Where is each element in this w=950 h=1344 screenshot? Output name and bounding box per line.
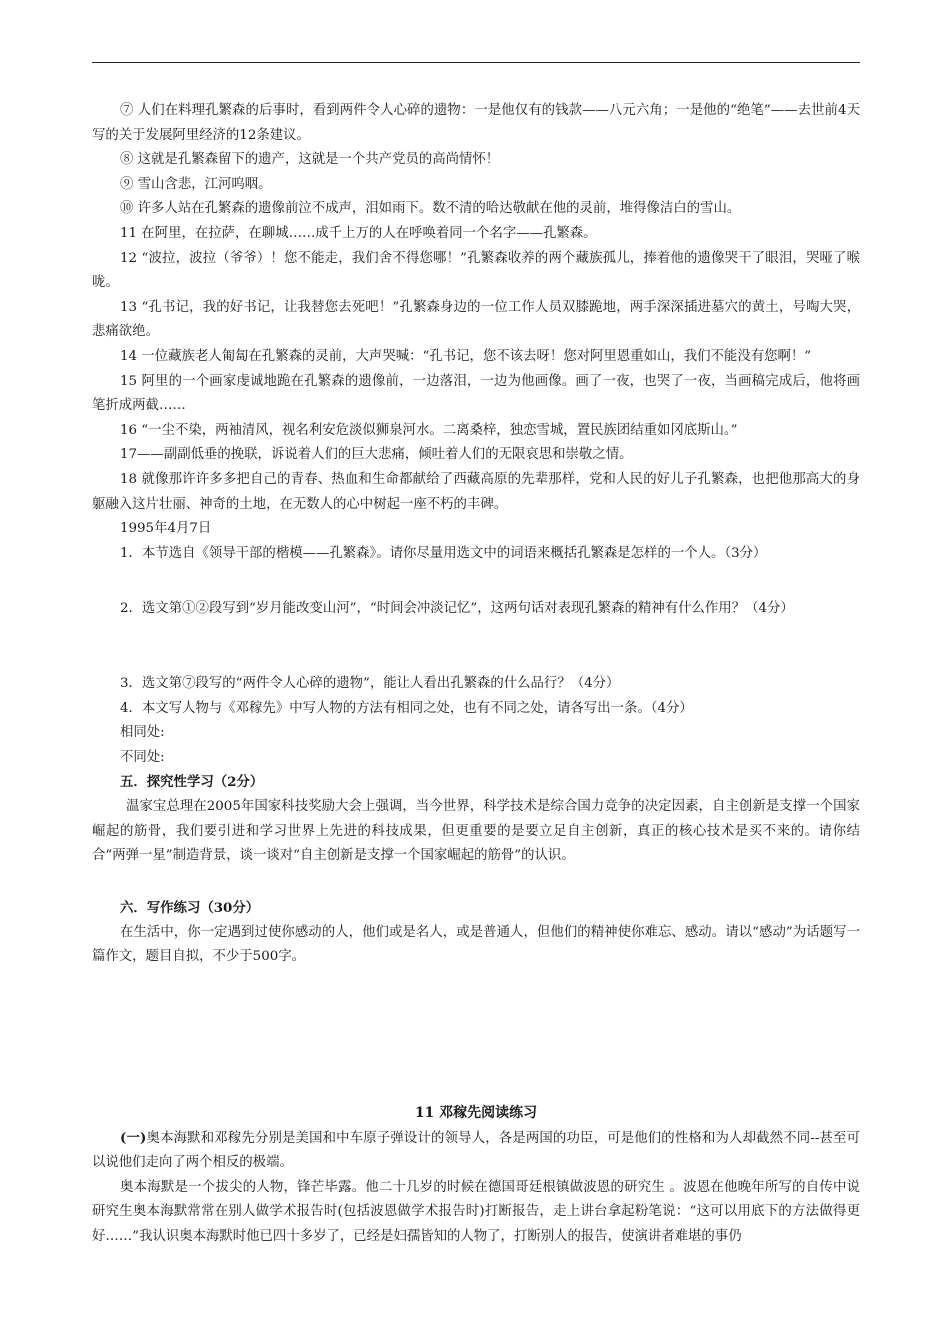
paragraph-15: 15 阿里的一个画家虔诚地跪在孔繁森的遗像前，一边落泪，一边为他画像。画了一夜，也哭了一夜，当画稿完成后，他将画笔折成两截…… — [92, 373, 860, 414]
question-3: 3．选文第⑦段写的“两件令人心碎的遗物”，能让人看出孔繁森的什么品行？（4分） — [120, 676, 620, 691]
lesson-11-paragraph-1-text: 奥本海默和邓稼先分别是美国和中车原子弹设计的领导人，各是两国的功臣，可是他们的性格和为人却截然不同--甚至可以说他们走向了两个相反的极端。 — [92, 1130, 860, 1171]
paragraph-10: ⑩ 许多人站在孔繁森的遗像前泣不成声，泪如雨下。数不清的哈达敬献在他的灵前，堆得像洁白的雪山。 — [120, 201, 741, 217]
paragraph-17: 17——副副低垂的挽联，诉说着人们的巨大悲痛，倾吐着人们的无限哀思和崇敬之情。 — [120, 447, 633, 463]
paragraph-18: 18 就像那许许多多把自己的青春、热血和生命都献给了西藏高原的先辈那样，党和人民的好儿子孔繁森，也把他那高大的身躯融入这片壮丽、神奇的土地，在无数人的心中树起一座不朽的丰碑。 — [92, 471, 860, 512]
header-rule — [92, 62, 860, 63]
answer-diff-label: 不同处: — [120, 749, 165, 765]
questions-3-4-block — [92, 672, 860, 869]
question-2-block — [92, 597, 860, 622]
lesson-11-paragraph-1 — [92, 1126, 860, 1176]
passage-continuation — [92, 99, 860, 566]
paragraph-8: ⑧ 这就是孔繁森留下的遗产，这就是一个共产党员的高尚情怀！ — [120, 152, 500, 168]
paragraph-11: 11 在阿里，在拉萨，在聊城……成千上万的人在呼唤着同一个名字——孔繁森。 — [120, 225, 597, 241]
paragraph-12: 12 “波拉，波拉（爷爷）！您不能走，我们舍不得您哪！”孔繁森收养的两个藏族孤儿，捧着他的遗像哭干了眼泪，哭哑了喉咙。 — [92, 250, 860, 291]
lesson-11-title: 11 邓稼先阅读练习 — [414, 1105, 538, 1121]
answer-same-label: 相同处: — [120, 725, 165, 741]
part-one-label: (一) — [120, 1129, 147, 1146]
paragraph-7: ⑦ 人们在料理孔繁森的后事时，看到两件令人心碎的遗物：一是他仅有的钱款——八元六角；一是他的“绝笔”——去世前4天写的关于发展阿里经济的12条建议。 — [92, 103, 860, 143]
paragraph-9: ⑨ 雪山含悲，江河呜咽。 — [120, 176, 272, 192]
section-5-heading: 五．探究性学习（2分） — [120, 774, 264, 791]
question-4: 4．本文写人物与《邓稼先》中写人物的方法有相同之处，也有不同之处，请各写出一条。（4分） — [120, 700, 693, 716]
paragraph-16: 16 “一尘不染，两袖清风，视名利安危淡似狮泉河水。二离桑梓，独恋雪城，置民族团结重如冈底斯山。” — [120, 422, 738, 438]
paragraph-14: 14 一位藏族老人匍匐在孔繁森的灵前，大声哭喊：“孔书记，您不该去呀！您对阿里恩重如山，我们不能没有您啊！” — [120, 348, 812, 364]
question-2: 2．选文第①②段写到“岁月能改变山河”，“时间会冲淡记忆”，这两句话对表现孔繁森的精神有什么作用？（4分） — [120, 601, 794, 616]
date-line: 1995年4月7日 — [120, 521, 212, 537]
lesson-11-paragraph-2: 奥本海默是一个拔尖的人物，锋芒毕露。他二十几岁的时候在德国哥廷根镇做波恩的研究生 。波恩在他晚年所写的自传中说研究生奥本海默常常在别人做学术报告时(包括波恩做学术报告时)打断报告，走上讲台拿起粉笔说：“这可以用底下的方法做得更好……”我认识奥本海默时他已四十多岁了，已经是妇孺皆知的人物了，打断别人的报告，使演讲者难堪的事仍 — [92, 1179, 860, 1244]
section-6-heading: 六．写作练习（30分） — [120, 900, 260, 916]
question-1: 1．本节选自《领导干部的楷模——孔繁森》。请你尽量用选文中的词语来概括孔繁森是怎样的一个人。（3分） — [120, 545, 767, 561]
section-6 — [92, 896, 860, 970]
paragraph-13: 13 “孔书记，我的好书记，让我替您去死吧！”孔繁森身边的一位工作人员双膝跪地，两手深深插进墓穴的黄土，号啕大哭，悲痛欲绝。 — [92, 299, 860, 340]
lesson-11 — [92, 1101, 860, 1250]
section-5-body: 温家宝总理在2005年国家科技奖励大会上强调，当今世界，科学技术是综合国力竞争的决定因素，自主创新是支撑一个国家崛起的筋骨，我们要引进和学习世界上先进的科技成果，但更重要的是要立足自主创新，真正的核心技术是买不来的。请你结合“两弹一星”制造背景，谈一谈对“自主创新是支撑一个国家崛起的筋骨”的认识。 — [92, 798, 860, 864]
section-6-body: 在生活中，你一定遇到过使你感动的人，他们或是名人，或是普通人，但他们的精神使你难忘、感动。请以“感动”为话题写一篇作文，题目自拟，不少于500字。 — [92, 924, 860, 965]
